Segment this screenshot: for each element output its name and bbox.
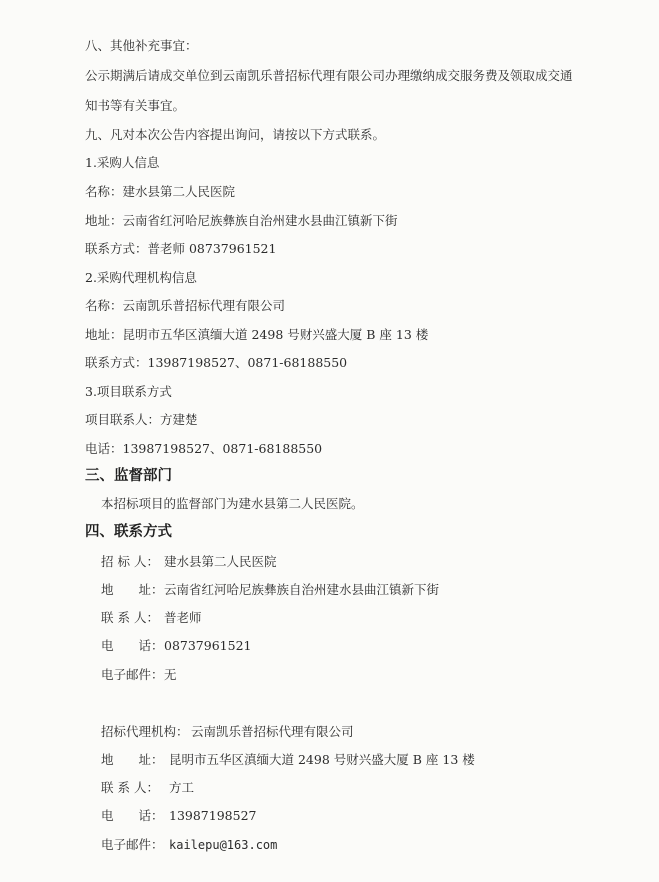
- agency-email-label: 电子邮件：: [101, 837, 164, 852]
- section-3-body: 本招标项目的监督部门为建水县第二人民医院。: [101, 496, 364, 511]
- purchaser-heading: 1.采购人信息: [85, 155, 160, 170]
- agency-email-row: [101, 837, 621, 853]
- purchaser-name: 名称：建水县第二人民医院: [85, 184, 236, 199]
- agency-phone-row: [101, 808, 621, 824]
- agency-heading: 2.采购代理机构信息: [85, 270, 197, 285]
- section-4-title: 四、联系方式: [85, 524, 172, 540]
- agency-person-row: [101, 780, 621, 796]
- agency-contact-row: [101, 724, 621, 740]
- tenderer-phone-label: 电 话：: [101, 638, 164, 653]
- agency-contact-label: 联 系 人：: [101, 780, 159, 795]
- agency-block-contact: 方工: [169, 780, 195, 795]
- agency-block-address: 昆明市五华区滇缅大道 2498 号财兴盛大厦 B 座 13 楼: [169, 752, 475, 767]
- agency-name: 名称：云南凯乐普招标代理有限公司: [85, 298, 286, 313]
- tenderer-phone: 08737961521: [164, 638, 252, 653]
- agency-address-row: [101, 752, 621, 768]
- agency-block-label: 招标代理机构：: [101, 724, 189, 739]
- tenderer-email: 无: [164, 667, 177, 682]
- purchaser-contact: 联系方式：普老师 08737961521: [85, 241, 277, 256]
- tenderer-address-label: 地 址：: [101, 582, 164, 597]
- tenderer-phone-row: [101, 638, 621, 654]
- agency-block-phone: 13987198527: [169, 808, 257, 823]
- agency-address-label: 地 址：: [101, 752, 164, 767]
- agency-block-value: 云南凯乐普招标代理有限公司: [191, 724, 354, 739]
- tenderer-address-row: [101, 582, 621, 598]
- agency-contact: 联系方式：13987198527、0871-68188550: [85, 355, 348, 370]
- tenderer-value: 建水县第二人民医院: [164, 554, 277, 569]
- agency-address: 地址：昆明市五华区滇缅大道 2498 号财兴盛大厦 B 座 13 楼: [85, 327, 429, 342]
- tenderer-contact-row: [101, 610, 621, 626]
- tenderer-email-row: [101, 667, 621, 683]
- tenderer-contact: 普老师: [164, 610, 202, 625]
- agency-phone-label: 电 话：: [101, 808, 164, 823]
- tenderer-email-label: 电子邮件：: [101, 667, 164, 682]
- tenderer-row: [101, 554, 621, 570]
- tenderer-contact-label: 联 系 人：: [101, 610, 159, 625]
- section-3-title: 三、监督部门: [85, 468, 172, 484]
- purchaser-address: 地址：云南省红河哈尼族彝族自治州建水县曲江镇新下街: [85, 213, 398, 228]
- section-8-body-line1: 公示期满后请成交单位到云南凯乐普招标代理有限公司办理缴纳成交服务费及领取成交通: [85, 68, 573, 83]
- project-phone: 电话：13987198527、0871-68188550: [85, 441, 323, 456]
- section-8-body-line2: 知书等有关事宜。: [85, 98, 186, 113]
- project-heading: 3.项目联系方式: [85, 384, 172, 399]
- section-8-title: 八、其他补充事宜：: [85, 38, 198, 53]
- tenderer-label: 招 标 人：: [101, 554, 159, 569]
- agency-block-email[interactable]: kailepu@163.com: [169, 838, 278, 852]
- section-9-title: 九、凡对本次公告内容提出询问，请按以下方式联系。: [85, 127, 386, 142]
- project-person: 项目联系人：方建楚: [85, 412, 198, 427]
- tenderer-address: 云南省红河哈尼族彝族自治州建水县曲江镇新下街: [164, 582, 440, 597]
